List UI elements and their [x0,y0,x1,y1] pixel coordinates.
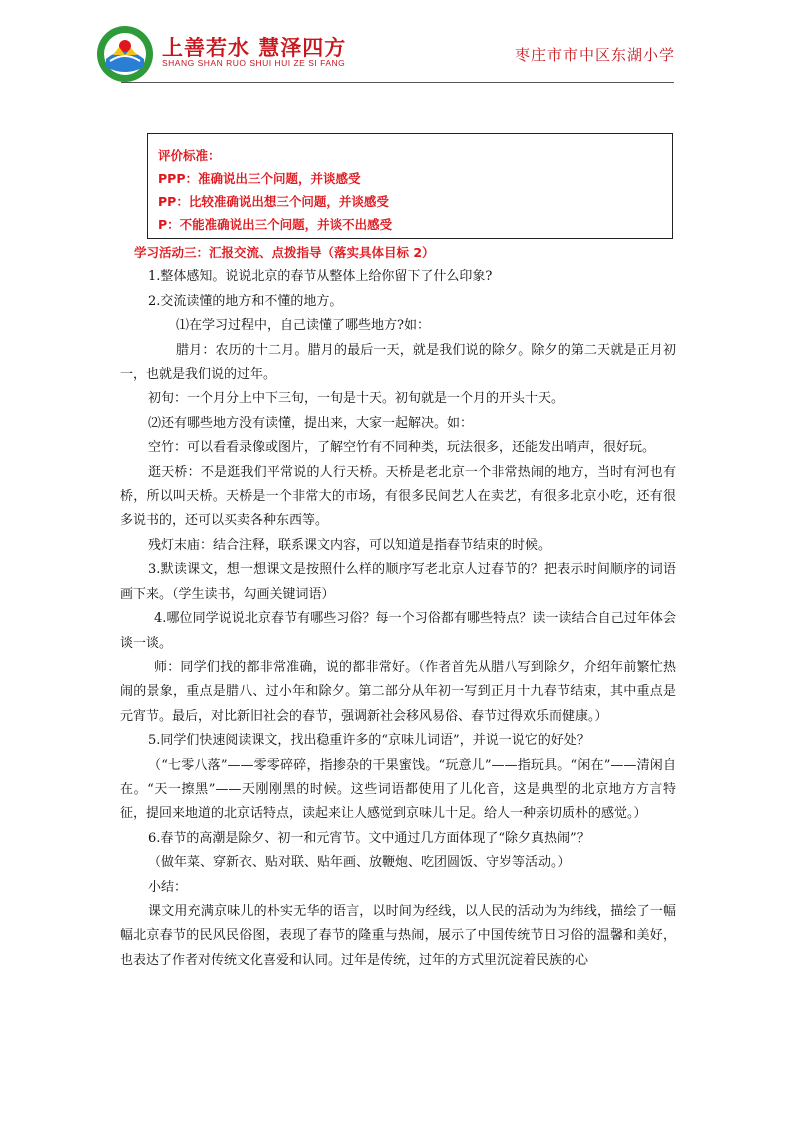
paragraph: 4.哪位同学说说北京春节有哪些习俗？每一个习俗都有哪些特点？读一读结合自己过年体会谈一谈。 [120,611,676,651]
paragraph: 腊月：农历的十二月。腊月的最后一天，就是我们说的除夕。除夕的第二天就是正月初一，也就是我们说的过年。 [120,342,676,383]
criteria-item-p: P：不能准确说出三个问题，并谈不出感受 [158,217,393,232]
paragraph: 初旬：一个月分上中下三旬，一旬是十天。初旬就是一个月的开头十天。 [148,391,565,407]
school-slogan: 上善若水 慧泽四方 [162,36,347,60]
paragraph: ⑵还有哪些地方没有读懂，提出来，大家一起解决。如： [148,415,474,431]
evaluation-criteria-box [147,133,673,239]
paragraph: （做年菜、穿新衣、贴对联、贴年画、放鞭炮、吃团圆饭、守岁等活动。） [148,855,571,871]
activity-heading: 学习活动三：汇报交流、点拨指导（落实具体目标 2） [134,245,435,260]
document-body [120,241,676,973]
paragraph: 师：同学们找的都非常准确，说的都非常好。（作者首先从腊八写到除夕，介绍年前繁忙热闹的景象，重点是腊八、过小年和除夕。第二部分从年初一写到正月十九春节结束，其中重点是元宵节。最后，对比新旧社会的春节，强调新社会移风易俗、春节过得欢乐而健康。） [120,659,676,724]
paragraph: 空竹：可以看看录像或图片，了解空竹有不同种类，玩法很多，还能发出哨声，很好玩。 [148,440,656,456]
paragraph: （“七零八落”——零零碎碎，指掺杂的干果蜜饯。“玩意儿”——指玩具。“闲在”——清闲自在。“天一擦黑”——天刚刚黑的时候。这些词语都使用了儿化音，这是典型的北京地方方言特征，提回来地道的北京话特点，读起来让人感觉到京味儿十足。给人一种亲切质朴的感觉。） [120,757,676,822]
slogan-pinyin: SHANG SHAN RUO SHUI HUI ZE SI FANG [162,58,346,68]
paragraph: 逛天桥：不是逛我们平常说的人行天桥。天桥是老北京一个非常热闹的地方，当时有河也有桥，所以叫天桥。天桥是一个非常大的市场，有很多民间艺人在卖艺，有很多北京小吃，还有很多说书的，还可以买卖各种东西等。 [120,464,676,529]
criteria-item-pp: PP：比较准确说出想三个问题，并谈感受 [158,194,389,209]
paragraph: 小结： [148,879,188,895]
paragraph: 3.默读课文，想一想课文是按照什么样的顺序写老北京人过春节的？把表示时间顺序的词语画下来。（学生读书，勾画关键词语） [120,562,676,602]
paragraph: 残灯末庙：结合注释，联系课文内容，可以知道是指春节结束的时候。 [148,537,552,553]
header-divider [121,82,674,83]
school-logo-icon [96,25,154,83]
paragraph: 课文用充满京味儿的朴实无华的语言，以时间为经线，以人民的活动为为纬线，描绘了一幅幅北京春节的民风民俗图，表现了春节的隆重与热闹，展示了中国传统节日习俗的温馨和美好，也表达了作者对传统文化喜爱和认同。过年是传统，过年的方式里沉淀着民族的心 [120,903,676,968]
paragraph: 6.春节的高潮是除夕、初一和元宵节。文中通过几方面体现了“除夕真热闹”？ [148,830,590,846]
criteria-title: 评价标准： [158,148,221,163]
criteria-item-ppp: PPP：准确说出三个问题，并谈感受 [158,171,361,186]
paragraph: 1.整体感知。说说北京的春节从整体上给你留下了什么印象? [148,269,493,285]
paragraph: ⑴在学习过程中，自己读懂了哪些地方?如： [176,318,430,334]
paragraph: 2.交流读懂的地方和不懂的地方。 [148,293,343,309]
page-header [0,0,793,90]
school-name: 枣庄市市中区东湖小学 [514,46,675,64]
paragraph: 5.同学们快速阅读课文，找出稳重许多的“京味儿词语”，并说一说它的好处？ [148,733,590,749]
